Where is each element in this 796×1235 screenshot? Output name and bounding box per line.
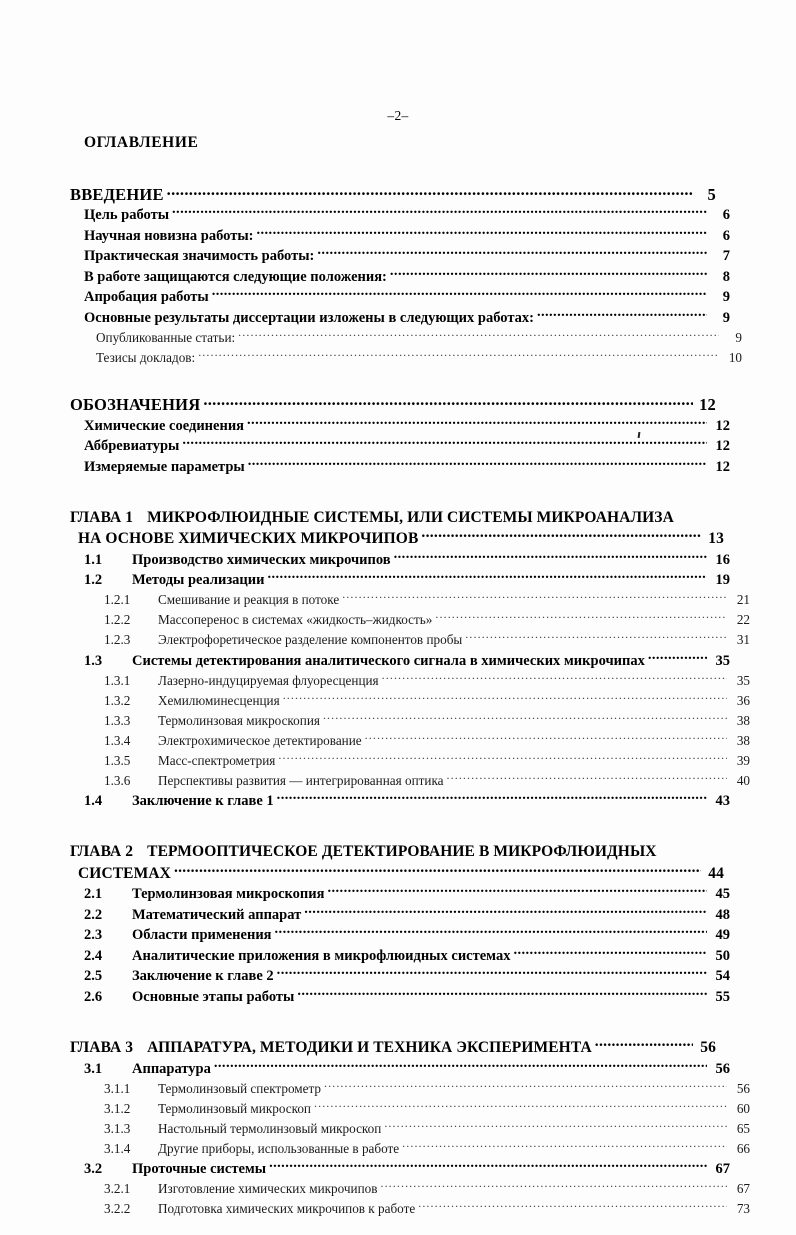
toc-entry-number: 2.6 (84, 988, 103, 1005)
dot-leader (323, 711, 727, 724)
toc-entry-number: 2.2 (84, 906, 103, 923)
dot-leader (402, 1139, 727, 1152)
toc-chapter-heading-line2[interactable] (78, 528, 724, 550)
toc-entry[interactable] (84, 205, 730, 226)
toc-entry-label: ВВЕДЕНИЕ (70, 184, 164, 204)
toc-entry-number: 3.2.2 (104, 1201, 131, 1216)
dot-leader (595, 1037, 693, 1053)
toc-entry-number: 3.1.1 (104, 1080, 131, 1096)
dot-leader (513, 945, 707, 960)
dot-leader (238, 328, 719, 341)
toc-entry[interactable] (84, 945, 730, 966)
toc-entry-label: ОБОЗНАЧЕНИЯ (70, 395, 201, 414)
toc-entry-label: Тезисы докладов: (96, 349, 196, 365)
toc-chapter-number: ГЛАВА 1 (70, 508, 134, 526)
toc-entry-label: Лазерно-индуцируемая флуоресценция (158, 672, 379, 688)
toc-entry-page-number: 21 (736, 592, 750, 607)
toc-entry-page-number: 49 (715, 927, 730, 943)
toc-entry[interactable] (104, 1119, 750, 1139)
toc-entry-page-number: 22 (736, 612, 750, 627)
toc-entry-number: 3.1.4 (104, 1140, 131, 1156)
dot-leader (212, 287, 707, 302)
page-folio: –2– (387, 108, 409, 123)
toc-entry-page-number: 7 (722, 248, 730, 264)
toc-entry-label: Научная новизна работы: (84, 227, 254, 244)
toc-entry-page-number: 6 (722, 207, 730, 223)
dot-leader (278, 751, 727, 764)
toc-entry[interactable] (104, 1199, 750, 1219)
toc-entry-label: Смешивание и реакция в потоке (158, 592, 340, 607)
dot-leader (342, 591, 727, 604)
toc-entry[interactable] (84, 287, 730, 308)
toc-entry-label: Перспективы развития — интегрированная оптика (158, 772, 444, 788)
toc-entry[interactable] (84, 415, 730, 436)
toc-entry-label: СИСТЕМАХ (78, 864, 171, 882)
toc-entry-page-number: 43 (715, 793, 730, 809)
section-spacer (70, 811, 716, 841)
toc-entry-page-number: 67 (736, 1181, 750, 1196)
dot-leader (167, 183, 693, 200)
dot-leader (465, 631, 727, 644)
toc-entry[interactable] (104, 711, 750, 731)
toc-entry-label: Основные этапы работы (132, 988, 295, 1005)
toc-entry-label: Области применения (132, 927, 272, 943)
toc-entry[interactable] (104, 1179, 750, 1199)
toc-entry[interactable] (84, 266, 730, 287)
toc-entry[interactable] (84, 436, 730, 457)
toc-entry-page-number: 40 (736, 772, 750, 788)
toc-entry-label: Аналитические приложения в микрофлюидных системах (132, 947, 511, 964)
toc-entry[interactable] (84, 570, 730, 591)
toc-entry[interactable] (84, 225, 730, 246)
toc-entry-page-number: 65 (736, 1120, 750, 1136)
toc-entry-number: 3.1 (84, 1060, 103, 1077)
toc-entry[interactable] (84, 904, 730, 925)
toc-entry-page-number: 13 (708, 530, 724, 547)
toc-entry-label: Опубликованные статьи: (96, 329, 236, 345)
page-title: ОГЛАВЛЕНИЕ (84, 134, 199, 151)
toc-entry-label: Цель работы (84, 207, 170, 223)
dot-leader (648, 650, 707, 665)
toc-entry-page-number: 38 (736, 712, 750, 728)
toc-entry-label: НА ОСНОВЕ ХИМИЧЕСКИХ МИКРОЧИПОВ (78, 530, 419, 547)
toc-entry-label: Настольный термолинзовый микроскоп (158, 1120, 382, 1136)
toc-chapter-title: ТЕРМООПТИЧЕСКОЕ ДЕТЕКТИРОВАНИЕ В МИКРОФЛЮИДНЫХ (147, 843, 657, 860)
toc-entry[interactable] (104, 731, 750, 751)
toc-entry-label: АППАРАТУРА, МЕТОДИКИ И ТЕХНИКА ЭКСПЕРИМЕНТА (147, 1039, 592, 1056)
toc-entry[interactable] (84, 925, 730, 946)
toc-entry-page-number: 6 (722, 227, 730, 244)
toc-entry[interactable] (104, 771, 750, 791)
dot-leader (324, 1079, 727, 1092)
toc-entry[interactable] (104, 751, 750, 771)
toc-entry[interactable] (104, 610, 750, 630)
toc-entry[interactable] (84, 1159, 730, 1180)
toc-entry-page-number: 5 (707, 184, 716, 204)
toc-entry-part-heading[interactable] (70, 183, 716, 205)
dot-leader (327, 884, 707, 899)
dot-leader (277, 966, 707, 981)
dot-leader (214, 1058, 707, 1073)
toc-entry-number: 1.3 (84, 652, 103, 669)
toc-entry-number: 3.2 (84, 1161, 103, 1177)
dot-leader (182, 436, 707, 451)
toc-entry-page-number: 12 (699, 395, 716, 414)
toc-entry[interactable] (84, 884, 730, 905)
toc-entry[interactable] (104, 630, 750, 650)
toc-entry[interactable] (84, 246, 730, 267)
toc-entry-label: Подготовка химических микрочипов к работе (158, 1201, 416, 1216)
toc-entry-page-number: 66 (736, 1140, 750, 1156)
dot-leader (380, 1180, 727, 1193)
toc-entry[interactable] (104, 1099, 750, 1119)
toc-entry-label: Методы реализации (132, 572, 265, 588)
dot-leader (421, 528, 701, 544)
dot-leader (269, 1159, 707, 1174)
toc-entry-label: Термолинзовая микроскопия (158, 712, 320, 728)
toc-entry-label: Термолинзовый спектрометр (158, 1080, 322, 1096)
toc-entry-label: Термолинзовый микроскоп (158, 1100, 311, 1116)
toc-entry-page-number: 9 (722, 289, 730, 305)
toc-entry-page-number: 39 (736, 752, 750, 768)
toc-entry-number: 1.3.1 (104, 672, 131, 688)
toc-entry-number: ГЛАВА 3 (70, 1039, 134, 1056)
dot-leader (297, 986, 707, 1001)
toc-entry-label: Системы детектирования аналитического сигнала в химических микрочипах (132, 652, 645, 669)
toc-entry-number: 2.5 (84, 968, 103, 984)
toc-entry-page-number: 12 (715, 417, 730, 434)
dot-leader (418, 1200, 727, 1213)
toc-entry-label: Хемилюминесценция (158, 692, 280, 708)
dot-leader (314, 1099, 727, 1112)
toc-entry-number: 3.1.3 (104, 1120, 131, 1136)
toc-entry-number: 3.2.1 (104, 1181, 131, 1196)
toc-entry-number: 1.3.3 (104, 712, 131, 728)
dot-leader (447, 771, 727, 784)
toc-entry-label: Математический аппарат (132, 906, 302, 923)
toc-entry-page-number: 10 (728, 349, 742, 365)
toc-entry[interactable] (96, 328, 742, 348)
section-spacer (70, 368, 716, 394)
toc-chapter-title: МИКРОФЛЮИДНЫЕ СИСТЕМЫ, ИЛИ СИСТЕМЫ МИКРОАНАЛИЗА (147, 508, 674, 526)
toc-chapter-heading-line1[interactable] (70, 507, 716, 528)
dot-leader (198, 348, 719, 361)
toc-entry-page-number: 12 (715, 438, 730, 454)
toc-chapter-heading-line2[interactable] (78, 862, 724, 884)
dot-leader (365, 731, 727, 744)
toc-entry-label: Производство химических микрочипов (132, 551, 391, 568)
dot-leader (256, 225, 707, 240)
toc-chapter-heading[interactable] (70, 1037, 716, 1059)
toc-entry-label: Изготовление химических микрочипов (158, 1181, 378, 1196)
toc-entry[interactable] (84, 456, 730, 477)
toc-entry-page-number: 73 (736, 1201, 750, 1216)
toc-entry-page-number: 38 (736, 732, 750, 748)
dot-leader (277, 791, 707, 806)
toc-entry-number: 1.1 (84, 551, 103, 568)
toc-entry[interactable] (84, 966, 730, 987)
toc-entry-number: 1.3.4 (104, 732, 131, 748)
toc-entry-number: 2.3 (84, 927, 103, 943)
dot-leader (304, 904, 707, 919)
toc-entry-number: 1.2.1 (104, 592, 131, 607)
toc-entry-label: Основные результаты диссертации изложены в следующих работах: (84, 309, 534, 326)
toc-entry-page-number: 36 (736, 692, 750, 708)
toc-entry-number: 1.2 (84, 572, 103, 588)
toc-entry-page-number: 56 (700, 1039, 716, 1056)
toc-entry-page-number: 16 (715, 551, 730, 568)
toc-entry-label: Масс-спектрометрия (158, 752, 276, 768)
toc-entry[interactable] (84, 986, 730, 1007)
toc-entry[interactable] (84, 549, 730, 570)
dot-leader (248, 456, 707, 471)
toc-entry-page-number: 19 (715, 572, 730, 588)
toc-entry-label: Другие приборы, использованные в работе (158, 1140, 400, 1156)
toc-entry-label: Практическая значимость работы: (84, 248, 315, 264)
toc-entry-page-number: 50 (715, 947, 730, 964)
toc-entry-label: Заключение к главе 1 (132, 793, 274, 809)
toc-entry-number: 1.3.5 (104, 752, 131, 768)
toc-entry-page-number: 56 (736, 1080, 750, 1096)
toc-entry-number: 1.3.2 (104, 692, 131, 708)
toc-entry-label: Проточные системы (132, 1161, 267, 1177)
toc-entry[interactable] (84, 650, 730, 671)
dot-leader (394, 549, 707, 564)
toc-chapter-number: ГЛАВА 2 (70, 843, 134, 860)
toc-entry-label: Аббревиатуры (84, 438, 180, 454)
dot-leader (384, 1119, 727, 1132)
dot-leader (174, 862, 701, 878)
toc-entry-page-number: 54 (715, 968, 730, 984)
toc-entry-page-number: 9 (735, 329, 742, 345)
toc-chapter-heading-line1[interactable] (70, 841, 716, 862)
toc-entry-page-number: 9 (722, 309, 730, 326)
toc-entry-page-number: 35 (715, 652, 730, 669)
toc-entry[interactable] (96, 348, 742, 368)
dot-leader (390, 266, 707, 281)
toc-entry-number: 1.4 (84, 793, 103, 809)
toc-entry-page-number: 45 (715, 886, 730, 902)
toc-entry-page-number: 48 (715, 906, 730, 923)
toc-entry-number: 3.1.2 (104, 1100, 131, 1116)
toc-entry-label: Массоперенос в системах «жидкость–жидкость» (158, 612, 433, 627)
toc-entry[interactable] (104, 671, 750, 691)
section-spacer (70, 1007, 716, 1037)
toc-entry-label: Электрофоретическое разделение компонентов пробы (158, 632, 463, 647)
toc-entry-number: 1.2.3 (104, 632, 131, 647)
toc-entry-page-number: 60 (736, 1100, 750, 1116)
dot-leader (275, 925, 707, 940)
toc-entry-page-number: 8 (722, 268, 730, 285)
dot-leader (247, 415, 707, 430)
toc-entry-page-number: 12 (715, 458, 730, 475)
toc-entry-label: Термолинзовая микроскопия (132, 886, 325, 902)
dot-leader (283, 691, 727, 704)
toc-entry-label: Химические соединения (84, 417, 245, 434)
table-of-contents (70, 183, 750, 1219)
dot-leader (172, 205, 707, 220)
toc-entry-page-number: 35 (736, 672, 750, 688)
toc-entry[interactable] (104, 590, 750, 610)
dot-leader (267, 570, 707, 585)
dot-leader (382, 671, 727, 684)
toc-entry[interactable] (104, 1079, 750, 1099)
toc-entry-page-number: 56 (715, 1060, 730, 1077)
toc-entry-number: 1.2.2 (104, 612, 131, 627)
toc-entry[interactable] (84, 307, 730, 328)
toc-entry[interactable] (84, 1058, 730, 1079)
toc-entry-label: Измеряемые параметры (84, 458, 245, 475)
toc-entry-part-heading[interactable] (70, 394, 716, 416)
toc-entry-number: 2.4 (84, 947, 103, 964)
toc-entry-page-number: 67 (715, 1161, 730, 1177)
toc-entry[interactable] (104, 1139, 750, 1159)
toc-entry-label: Электрохимическое детектирование (158, 732, 362, 748)
dot-leader (435, 611, 727, 624)
toc-entry-page-number: 31 (736, 632, 750, 647)
dot-leader (203, 394, 693, 411)
toc-entry-label: Аппаратура (132, 1060, 211, 1077)
dot-leader (317, 246, 707, 261)
dot-leader (537, 307, 707, 322)
toc-entry-page-number: 44 (708, 864, 724, 882)
toc-entry-label: Апробация работы (84, 289, 209, 305)
toc-entry-number: 1.3.6 (104, 772, 131, 788)
toc-entry-label: В работе защищаются следующие положения: (84, 268, 387, 285)
toc-entry-number: 2.1 (84, 886, 103, 902)
section-spacer (70, 477, 716, 507)
toc-entry-label: Заключение к главе 2 (132, 968, 274, 984)
toc-entry-page-number: 55 (715, 988, 730, 1005)
toc-entry[interactable] (104, 691, 750, 711)
toc-entry[interactable] (84, 791, 730, 812)
